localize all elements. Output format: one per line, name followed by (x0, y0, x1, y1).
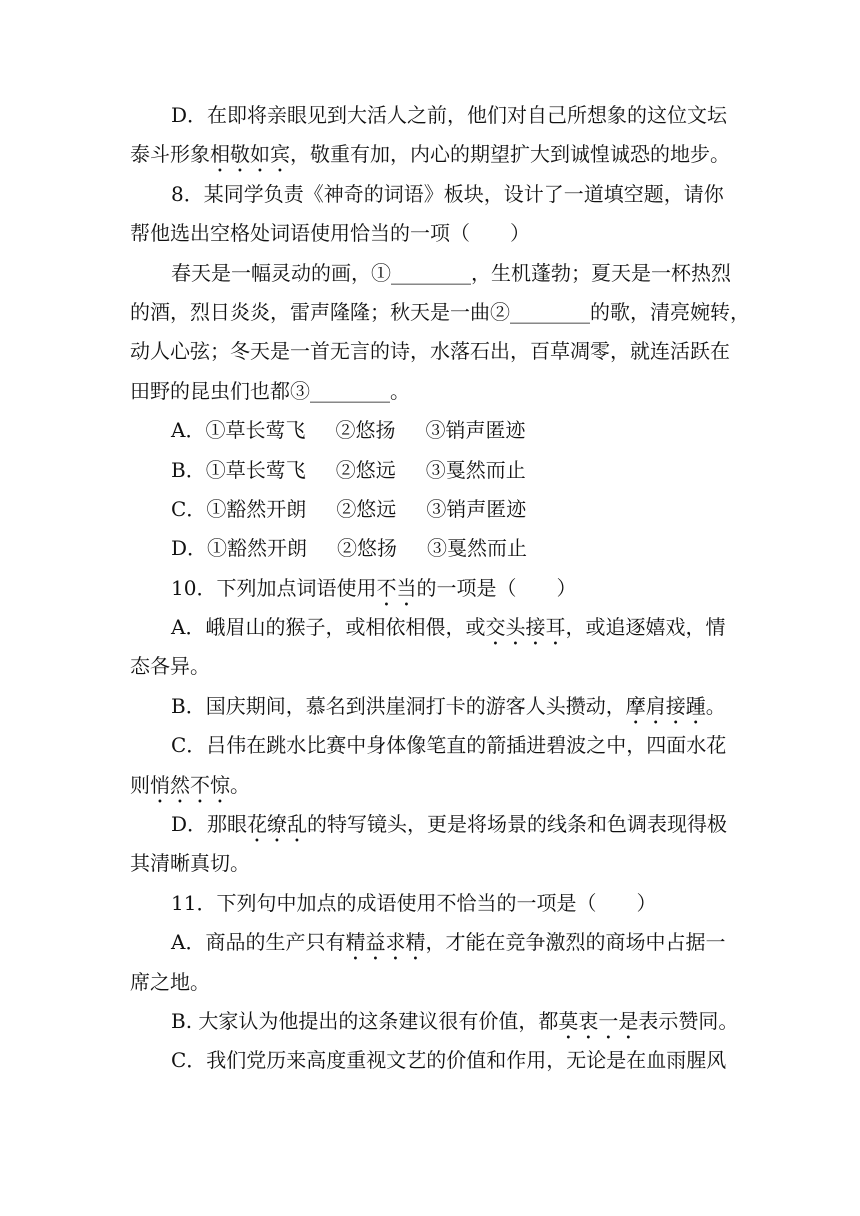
option-letter: D． (171, 536, 208, 561)
q10-a-emphasis: 交头接耳 (485, 615, 566, 640)
option-word-3: ③戛然而止 (427, 536, 528, 561)
q11-b-post: 表示赞同。 (638, 1008, 739, 1033)
option-letter: B． (171, 457, 206, 482)
q10-option-c-line2 (130, 766, 730, 805)
q10-d-emphasis: 花缭乱 (247, 812, 308, 837)
q8-passage-text-4: 田野的昆虫们也都③________。 (130, 378, 410, 403)
q11-option-c-line1 (130, 1041, 730, 1080)
q10-stem-post: 的一项是（ ） (416, 575, 577, 600)
q8-stem-text: 8．某同学负责《神奇的词语》板块，设计了一道填空题，请你 (171, 181, 724, 206)
q8-stem-line2 (130, 214, 730, 253)
q7-option-d-pre: 泰斗形象 (130, 142, 210, 167)
q8-stem-text-2: 帮他选出空格处词语使用恰当的一项（ ） (130, 221, 530, 246)
option-letter: A． (171, 418, 206, 443)
q10-c-line1-text: C．吕伟在跳水比赛中身体像笔直的箭插进碧波之中，四面水花 (171, 733, 727, 758)
option-word-2: ②悠远 (335, 457, 396, 482)
q10-stem-emphasis: 不当 (376, 575, 417, 600)
q10-option-b (130, 687, 730, 726)
q8-passage-line3 (130, 332, 730, 371)
q11-b-emphasis: 莫衷一是 (558, 1008, 639, 1033)
q7-option-d-text: D．在即将亲眼见到大活人之前，他们对自己所想象的这位文坛 (171, 103, 728, 127)
q10-b-emphasis: 摩肩接踵 (625, 693, 706, 718)
option-word-3: ③销声匿迹 (426, 496, 527, 521)
q10-d-post: 的特写镜头，更是将场景的线条和色调表现得极 (307, 812, 728, 837)
q10-c-emphasis: 悄然不惊 (150, 772, 230, 797)
q7-option-d-post: ，敬重有加，内心的期望扩大到诚惶诚恐的地步。 (290, 142, 730, 167)
q8-passage-line2 (130, 293, 750, 332)
q11-a-post: ，才能在竞争激烈的商场中占据一 (425, 930, 726, 955)
q7-option-d-line2 (130, 135, 730, 174)
q8-option-a (130, 411, 730, 450)
option-letter: C． (171, 496, 207, 521)
q10-option-a-line1 (130, 608, 730, 647)
q8-option-d (130, 529, 730, 568)
q10-option-d-line2 (130, 844, 730, 883)
q8-passage-text-3: 动人心弦；冬天是一首无言的诗，水落石出，百草凋零，就连活跃在 (130, 339, 730, 364)
q10-option-d-line1 (130, 805, 730, 844)
option-word-3: ③销声匿迹 (425, 418, 526, 443)
q10-b-post: 。 (705, 693, 726, 718)
q11-a-line2-text: 席之地。 (130, 969, 210, 994)
q11-option-a-line2 (130, 963, 730, 1002)
q11-option-a-line1 (130, 923, 730, 962)
q10-stem-pre: 10．下列加点词语使用 (171, 575, 377, 600)
q10-a-pre: A．峨眉山的猴子，或相依相偎，或 (171, 615, 486, 640)
q10-stem (130, 569, 730, 608)
q11-stem (130, 884, 730, 923)
q8-passage-text-1: 春天是一幅灵动的画，①________，生机蓬勃；夏天是一杯热烈 (171, 260, 731, 285)
q7-option-d-line1 (130, 96, 730, 135)
q10-d-line2-text: 其清晰真切。 (130, 851, 250, 876)
option-word-2: ②悠扬 (337, 536, 398, 561)
option-word-1: ①豁然开朗 (207, 536, 308, 561)
q8-option-b (130, 451, 730, 490)
q11-stem-text: 11．下列句中加点的成语使用不恰当的一项是（ ） (171, 890, 657, 915)
q8-stem-line1 (130, 175, 730, 214)
q11-a-pre: A．商品的生产只有 (171, 930, 346, 955)
option-word-1: ①豁然开朗 (206, 496, 307, 521)
q11-b-pre: B. 大家认为他提出的这条建议很有价值，都 (171, 1008, 559, 1033)
q8-option-c (130, 490, 730, 529)
q10-option-a-line2 (130, 647, 730, 686)
q8-passage-line4 (130, 372, 730, 411)
q10-b-pre: B．国庆期间，慕名到洪崖洞打卡的游客人头攒动， (171, 693, 626, 718)
q10-a-line2-text: 态各异。 (130, 654, 210, 679)
q8-passage-line1 (130, 254, 730, 293)
option-word-1: ①草长莺飞 (205, 418, 306, 443)
option-word-2: ②悠扬 (335, 418, 396, 443)
q11-option-b (130, 1002, 739, 1041)
option-word-3: ③戛然而止 (425, 457, 526, 482)
q10-option-c-line1 (130, 726, 730, 765)
q10-c-post: 。 (230, 772, 250, 797)
q8-passage-text-2: 的酒，烈日炎炎，雷声隆隆；秋天是一曲②________的歌，清亮婉转， (130, 299, 750, 324)
q7-option-d-emphasis: 相敬如宾 (210, 142, 290, 167)
option-word-1: ①草长莺飞 (205, 457, 306, 482)
q10-a-post: ，或追逐嬉戏，情 (565, 615, 726, 640)
q10-d-pre: D．那眼 (171, 812, 248, 837)
q11-a-emphasis: 精益求精 (345, 930, 426, 955)
option-word-2: ②悠远 (336, 496, 397, 521)
q11-c-line1-text: C．我们党历来高度重视文艺的价值和作用，无论是在血雨腥风 (171, 1048, 727, 1073)
q10-c-pre: 则 (130, 772, 150, 797)
document-page (130, 96, 750, 1081)
